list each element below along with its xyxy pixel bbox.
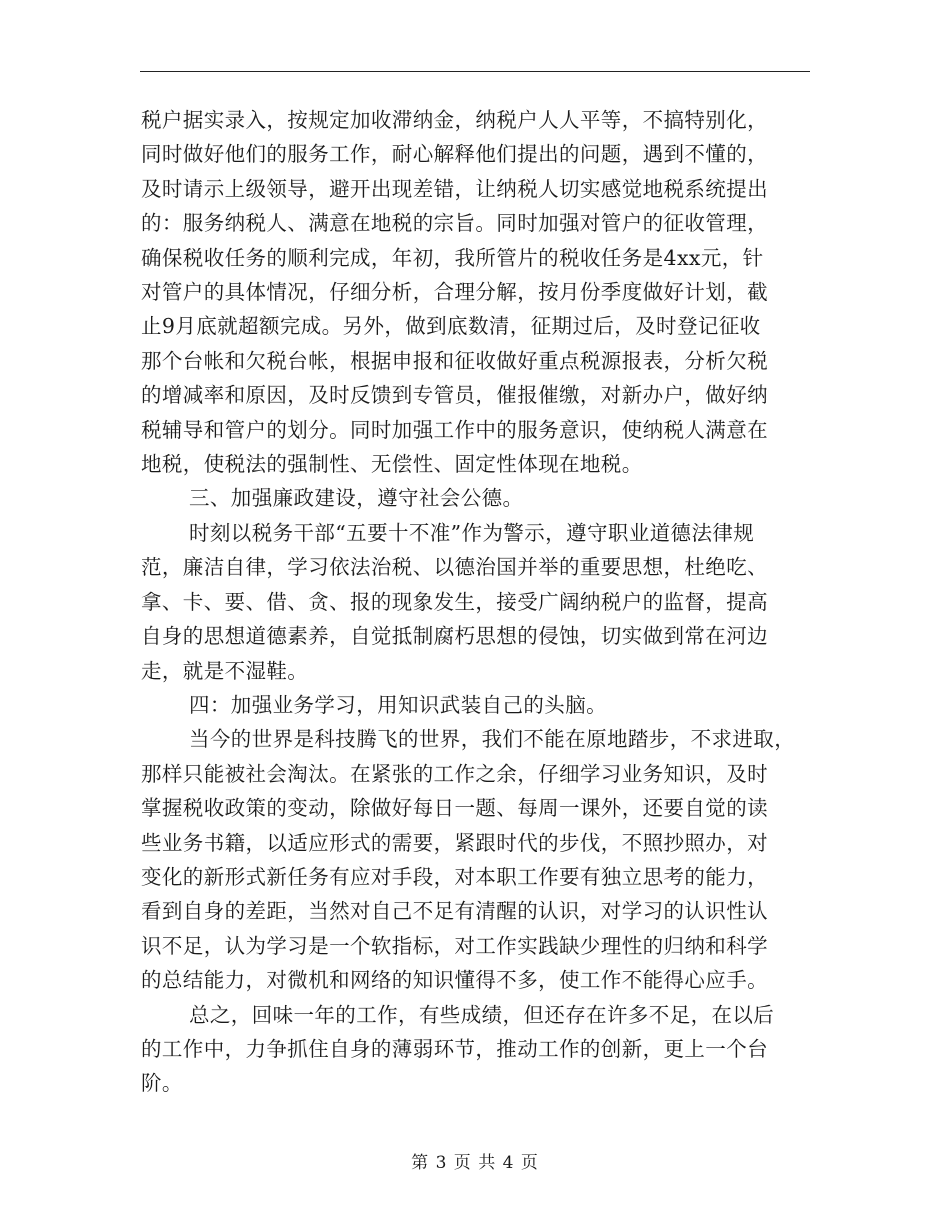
text-line: 识不足，认为学习是一个软指标，对工作实践缺少理性的归纳和科学	[141, 933, 768, 958]
text-line: 变化的新形式新任务有应对手段，对本职工作要有独立思考的能力，	[141, 864, 768, 889]
text-line: 拿、卡、要、借、贪、报的现象发生，接受广阔纳税户的监督，提高	[141, 589, 768, 614]
text-line: 看到自身的差距，当然对自己不足有清醒的认识，对学习的认识性认	[141, 899, 768, 924]
text-line: 那样只能被社会淘汰。在紧张的工作之余，仔细学习业务知识，及时	[141, 761, 768, 786]
paragraph-first-line: 当今的世界是科技腾飞的世界，我们不能在原地踏步，不求进取，	[189, 727, 796, 752]
text-line: 的总结能力，对微机和网络的知识懂得不多，使工作不能得心应手。	[141, 968, 768, 993]
page-number-label: 第 3 页 共 4 页	[411, 1153, 539, 1173]
text-line: 止9月底就超额完成。另外，做到底数清，征期过后，及时登记征收	[141, 314, 761, 339]
paragraph-first-line: 三、加强廉政建设，遵守社会公德。	[189, 486, 524, 511]
text-line: 那个台帐和欠税台帐，根据申报和征收做好重点税源报表，分析欠税	[141, 348, 768, 373]
paragraph-first-line: 时刻以税务干部“五要十不准”作为警示，遵守职业道德法律规	[189, 520, 755, 545]
text-line: 些业务书籍，以适应形式的需要，紧跟时代的步伐，不照抄照办，对	[141, 830, 768, 855]
page-footer	[0, 1152, 950, 1174]
text-line: 掌握税收政策的变动，除做好每日一题、每周一课外，还要自觉的读	[141, 796, 768, 821]
text-line: 同时做好他们的服务工作，耐心解释他们提出的问题，遇到不懂的，	[141, 142, 768, 167]
text-line: 税户据实录入，按规定加收滞纳金，纳税户人人平等，不搞特别化，	[141, 108, 768, 132]
text-line: 的工作中，力争抓住自身的薄弱环节，推动工作的创新，更上一个台	[141, 1036, 768, 1061]
document-body	[141, 103, 811, 1101]
text-line: 自身的思想道德素养，自觉抵制腐朽思想的侵蚀，切实做到常在河边	[141, 624, 768, 649]
text-line: 对管户的具体情况，仔细分析，合理分解，按月份季度做好计划，截	[141, 280, 768, 305]
text-line: 及时请示上级领导，避开出现差错，让纳税人切实感觉地税系统提出	[141, 176, 768, 201]
text-line: 确保税收任务的顺利完成，年初，我所管片的税收任务是4xx元，针	[141, 245, 764, 270]
text-line: 税辅导和管户的划分。同时加强工作中的服务意识，使纳税人满意在	[141, 417, 768, 442]
text-line: 地税，使税法的强制性、无偿性、固定性体现在地税。	[141, 452, 643, 477]
paragraph-first-line: 总之，回味一年的工作，有些成绩，但还存在许多不足，在以后	[189, 1002, 775, 1027]
header-rule	[140, 71, 810, 72]
text-line: 范，廉洁自律，学习依法治税、以德治国并举的重要思想，杜绝吃、	[141, 555, 768, 580]
text-line: 阶。	[141, 1071, 183, 1096]
text-line: 走，就是不湿鞋。	[141, 658, 309, 683]
text-line: 的：服务纳税人、满意在地税的宗旨。同时加强对管户的征收管理，	[141, 211, 768, 236]
paragraph-first-line: 四：加强业务学习，用知识武装自己的头脑。	[189, 692, 607, 717]
text-line: 的增减率和原因，及时反馈到专管员，催报催缴，对新办户，做好纳	[141, 383, 768, 408]
